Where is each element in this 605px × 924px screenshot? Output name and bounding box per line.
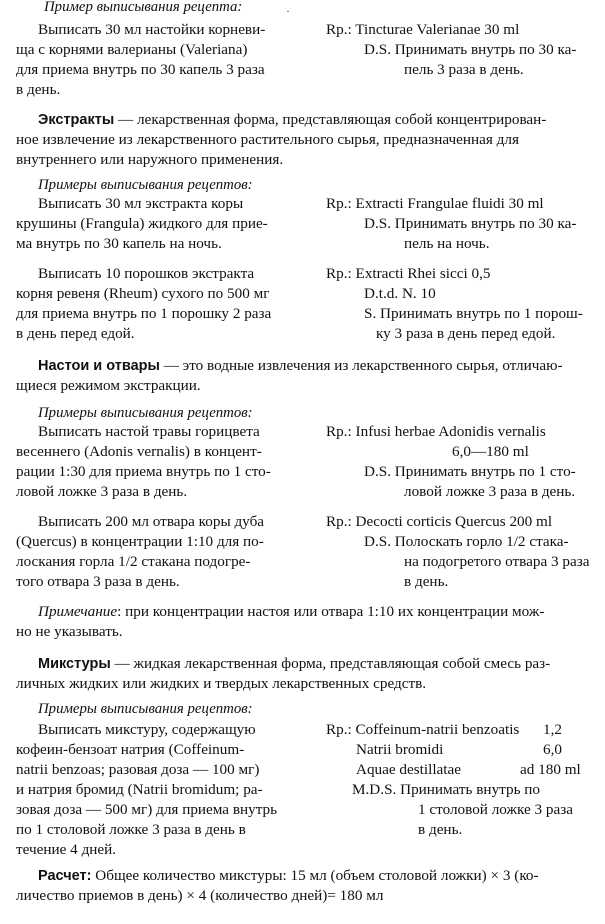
definition-line: внутреннего или наружного применения. (16, 151, 284, 168)
definition-line: щиеся режимом экстракции. (16, 377, 201, 394)
scan-mark: · (286, 4, 290, 18)
prescription-line: Rp.: Extracti Frangulae fluidi 30 ml (326, 195, 544, 212)
prescription-line: D.S. Принимать внутрь по 30 ка- (364, 215, 577, 232)
example-text-line: течение 4 дней. (16, 841, 117, 858)
note-line (38, 602, 544, 621)
prescription-line: в день. (404, 573, 449, 590)
note-label: Примечание (38, 603, 118, 620)
prescription-line: Rp.: Decocti corticis Quercus 200 ml (326, 513, 553, 530)
example-text-line: того отвара 3 раза в день. (16, 573, 180, 590)
definition-text: — лекарственная форма, представляющая собой концентрирован- (114, 111, 547, 128)
note-text: : при концентрации настоя или отвара 1:10 их концентрации мож- (117, 603, 545, 620)
prescription-line: 6,0—180 ml (452, 443, 529, 460)
prescription-dose: 1,2 (543, 721, 562, 738)
definition-line (38, 356, 563, 376)
prescription-line: на подогретого отвара 3 раза (404, 553, 590, 570)
prescription-line: Rp.: Extracti Rhei sicci 0,5 (326, 265, 491, 282)
prescription-dose: ad 180 ml (520, 761, 581, 778)
calculation-text: Общее количество микстуры: 15 мл (объем столовой ложки) × 3 (ко- (91, 867, 539, 884)
section-term: Микстуры (38, 656, 111, 672)
example-text-line: natrii benzoas; разовая доза — 100 мг) (16, 761, 260, 778)
prescription-line: D.S. Принимать внутрь по 30 ка- (364, 41, 577, 58)
calculation-line (38, 866, 539, 886)
example-text-line: Выписать настой травы горицвета (38, 423, 260, 440)
prescription-line: D.t.d. N. 10 (364, 285, 436, 302)
prescription-line: пель на ночь. (404, 235, 490, 252)
calculation-line: личество приемов в день) × 4 (количество дней)= 180 мл (16, 887, 384, 904)
prescription-line: ловой ложке 3 раза в день. (404, 483, 576, 500)
example-text-line: Выписать 10 порошков экстракта (38, 265, 255, 282)
example-text-line: кофеин-бензоат натрия (Coffeinum- (16, 741, 245, 758)
prescription-ingredient: Aquae destillatae (356, 761, 461, 778)
prescription-line: D.S. Принимать внутрь по 1 сто- (364, 463, 576, 480)
prescription-line: ку 3 раза в день перед едой. (376, 325, 556, 342)
example-text-line: для приема внутрь по 1 порошку 2 раза (16, 305, 272, 322)
example-text-line: по 1 столовой ложке 3 раза в день в (16, 821, 246, 838)
example-text-line: корня ревеня (Rheum) сухого по 500 мг (16, 285, 270, 302)
example-text-line: ма внутрь по 30 капель на ночь. (16, 235, 222, 252)
prescription-line: S. Принимать внутрь по 1 порош- (364, 305, 583, 322)
example-heading: Пример выписывания рецепта: (44, 0, 243, 15)
definition-text: — это водные извлечения из лекарственного сырья, отличаю- (159, 357, 563, 374)
example-text-line: Выписать 30 мл экстракта коры (38, 195, 244, 212)
examples-heading: Примеры выписывания рецептов: (38, 177, 253, 193)
prescription-signa-line: 1 столовой ложке 3 раза (418, 801, 574, 818)
example-text-line: крушины (Frangula) жидкого для прие- (16, 215, 268, 232)
example-text-line: и натрия бромид (Natrii bromidum; ра- (16, 781, 263, 798)
example-text-line: Выписать 200 мл отвара коры дуба (38, 513, 265, 530)
example-text-line: рации 1:30 для приема внутрь по 1 сто- (16, 463, 271, 480)
example-text-line: (Quercus) в концентрации 1:10 для по- (16, 533, 264, 550)
examples-heading: Примеры выписывания рецептов: (38, 701, 253, 717)
note-line: но не указывать. (16, 623, 123, 640)
prescription-signa-line: в день. (418, 821, 463, 838)
definition-text: — жидкая лекарственная форма, представляющая собой смесь раз- (110, 655, 551, 672)
example-text-line: лоскания горла 1/2 стакана подогре- (16, 553, 251, 570)
definition-line (38, 110, 546, 130)
example-text-line: Выписать 30 мл настойки корневи- (38, 21, 266, 38)
prescription-ingredient: Rp.: Coffeinum-natrii benzoatis (326, 721, 520, 738)
prescription-line: Rp.: Tincturae Valerianae 30 ml (326, 21, 520, 38)
prescription-ingredient: Natrii bromidi (356, 741, 444, 758)
prescription-line: пель 3 раза в день. (404, 61, 524, 78)
section-term: Экстракты (38, 112, 115, 128)
prescription-signa-line: M.D.S. Принимать внутрь по (352, 781, 541, 798)
example-text-line: Выписать микстуру, содержащую (38, 721, 256, 738)
prescription-line: Rp.: Infusi herbae Adonidis vernalis (326, 423, 546, 440)
example-text-line: ща с корнями валерианы (Valeriana) (16, 41, 248, 58)
definition-line: ное извлечение из лекарственного растительного сырья, предназначенная для (16, 131, 519, 148)
examples-heading: Примеры выписывания рецептов: (38, 405, 253, 421)
example-text-line: зовая доза — 500 мг) для приема внутрь (16, 801, 278, 818)
prescription-dose: 6,0 (543, 741, 562, 758)
example-text-line: в день перед едой. (16, 325, 135, 342)
section-term: Настои и отвары (38, 358, 160, 374)
example-text-line: ловой ложке 3 раза в день. (16, 483, 188, 500)
example-text-line: в день. (16, 81, 61, 98)
definition-line (38, 654, 550, 674)
definition-line: личных жидких или жидких и твердых лекарственных средств. (16, 675, 427, 692)
example-text-line: весеннего (Adonis vernalis) в концент- (16, 443, 262, 460)
example-text-line: для приема внутрь по 30 капель 3 раза (16, 61, 265, 78)
calculation-label: Расчет: (38, 868, 92, 884)
prescription-line: D.S. Полоскать горло 1/2 стака- (364, 533, 569, 550)
